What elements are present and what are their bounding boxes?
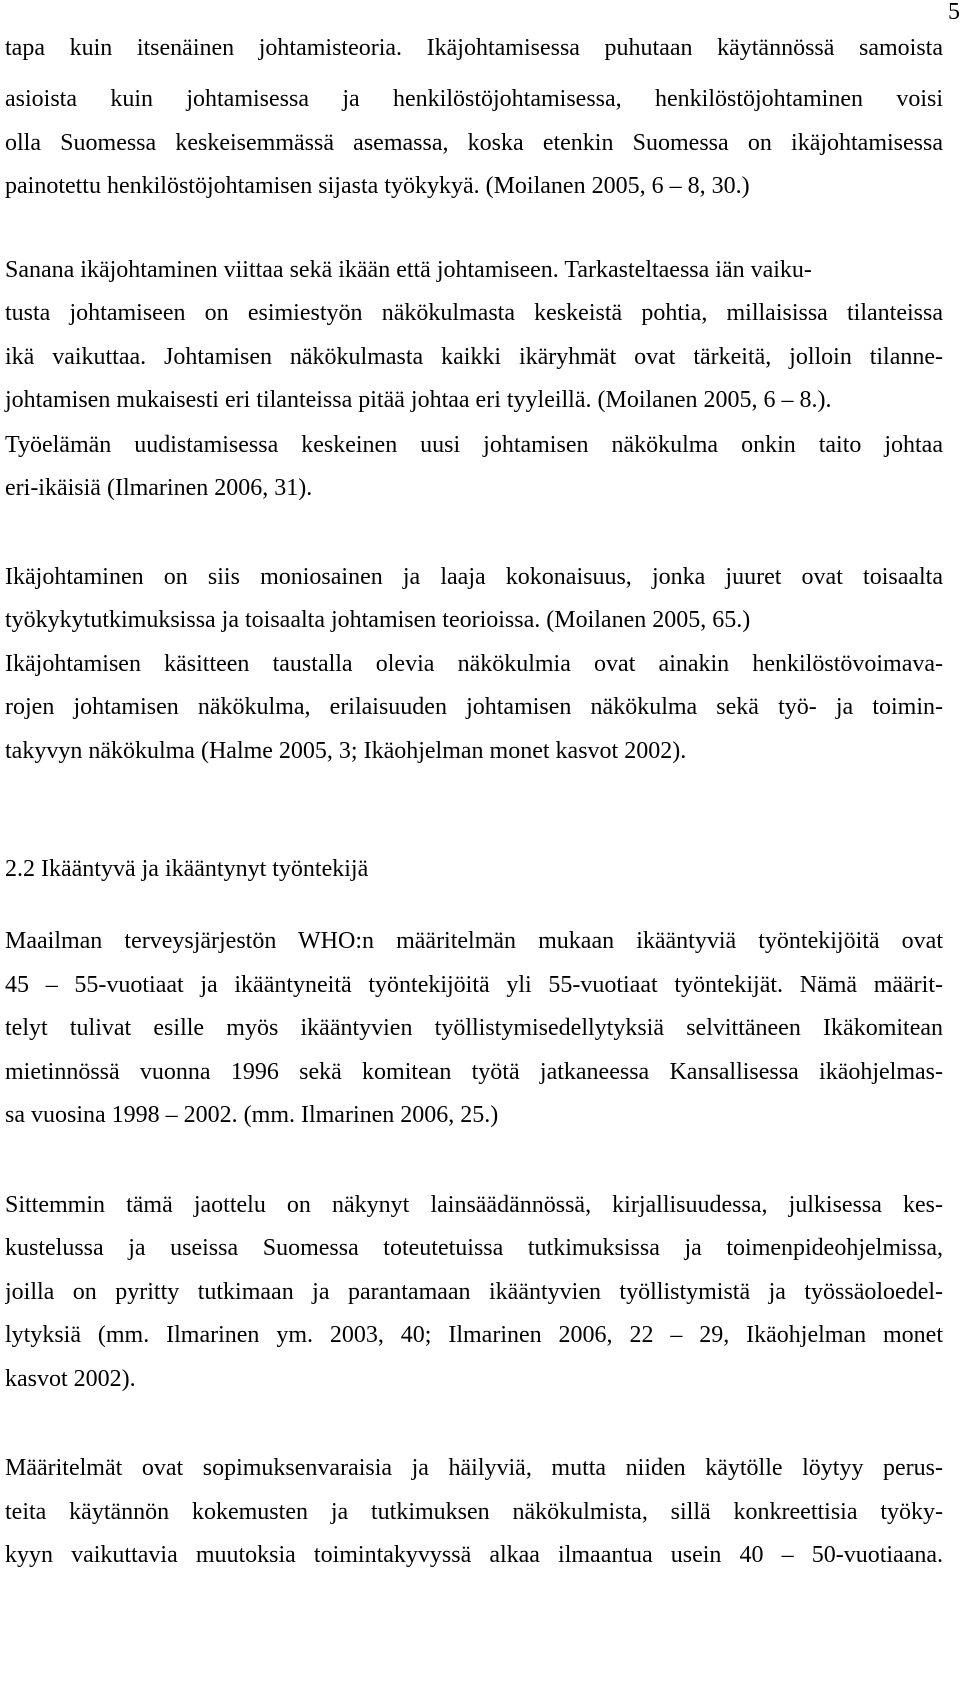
text-line: joilla on pyritty tutkimaan ja parantamaan ikääntyvien työllistymistä ja työssäoloedel-: [5, 1279, 943, 1305]
text-line: johtamisen mukaisesti eri tilanteissa pitää johtaa eri tyyleillä. (Moilanen 2005, 6 – 8.).: [5, 387, 832, 413]
text-line: kasvot 2002).: [5, 1366, 136, 1392]
text-line: Työelämän uudistamisessa keskeinen uusi johtamisen näkökulma onkin taito johtaa: [5, 432, 943, 458]
text-line: painotettu henkilöstöjohtamisen sijasta työkykyä. (Moilanen 2005, 6 – 8, 30.): [5, 173, 750, 199]
text-line: Ikäjohtamisen käsitteen taustalla olevia näkökulmia ovat ainakin henkilöstövoimava-: [5, 651, 943, 677]
text-line: lytyksiä (mm. Ilmarinen ym. 2003, 40; Ilmarinen 2006, 22 – 29, Ikäohjelman monet: [5, 1322, 943, 1348]
text-line: Maailman terveysjärjestön WHO:n määritelmän mukaan ikääntyviä työntekijöitä ovat: [5, 928, 943, 954]
text-line: eri-ikäisiä (Ilmarinen 2006, 31).: [5, 475, 313, 501]
text-line: tapa kuin itsenäinen johtamisteoria. Ikäjohtamisessa puhutaan käytännössä samoista: [5, 35, 943, 61]
text-line: Sittemmin tämä jaottelu on näkynyt lainsäädännössä, kirjallisuudessa, julkisessa kes-: [5, 1192, 943, 1218]
text-line: Sanana ikäjohtaminen viittaa sekä ikään että johtamiseen. Tarkasteltaessa iän vaiku-: [5, 257, 812, 283]
text-line: telyt tulivat esille myös ikääntyvien työllistymisedellytyksiä selvittäneen Ikäkomitean: [5, 1015, 943, 1041]
text-line: kustelussa ja useissa Suomessa toteutetuissa tutkimuksissa ja toimenpideohjelmissa,: [5, 1235, 943, 1261]
text-line: 45 – 55-vuotiaat ja ikääntyneitä työntekijöitä yli 55-vuotiaat työntekijät. Nämä määrit-: [5, 972, 943, 998]
text-line: olla Suomessa keskeisemmässä asemassa, koska etenkin Suomessa on ikäjohtamisessa: [5, 130, 943, 156]
text-line: mietinnössä vuonna 1996 sekä komitean työtä jatkaneessa Kansallisessa ikäohjelmas-: [5, 1059, 943, 1085]
section-heading: 2.2 Ikääntyvä ja ikääntynyt työntekijä: [5, 856, 369, 882]
text-line: ikä vaikuttaa. Johtamisen näkökulmasta kaikki ikäryhmät ovat tärkeitä, jolloin tilanne-: [5, 344, 943, 370]
text-line: työkykytutkimuksissa ja toisaalta johtamisen teorioissa. (Moilanen 2005, 65.): [5, 607, 751, 633]
page-number: 5: [948, 0, 960, 25]
text-line: tusta johtamiseen on esimiestyön näkökulmasta keskeistä pohtia, millaisissa tilanteissa: [5, 300, 943, 326]
text-line: rojen johtamisen näkökulma, erilaisuuden johtamisen näkökulma sekä työ- ja toimin-: [5, 694, 943, 720]
text-line: Määritelmät ovat sopimuksenvaraisia ja häilyviä, mutta niiden käytölle löytyy perus-: [5, 1455, 943, 1481]
text-line: sa vuosina 1998 – 2002. (mm. Ilmarinen 2006, 25.): [5, 1102, 499, 1128]
text-line: Ikäjohtaminen on siis moniosainen ja laaja kokonaisuus, jonka juuret ovat toisaalta: [5, 564, 943, 590]
text-line: teita käytännön kokemusten ja tutkimuksen näkökulmista, sillä konkreettisia työky-: [5, 1499, 943, 1525]
text-line: takyvyn näkökulma (Halme 2005, 3; Ikäohjelman monet kasvot 2002).: [5, 738, 687, 764]
text-line: asioista kuin johtamisessa ja henkilöstöjohtamisessa, henkilöstöjohtaminen voisi: [5, 86, 943, 112]
text-line: kyyn vaikuttavia muutoksia toimintakyvyssä alkaa ilmaantua usein 40 – 50-vuotiaana.: [5, 1542, 943, 1568]
